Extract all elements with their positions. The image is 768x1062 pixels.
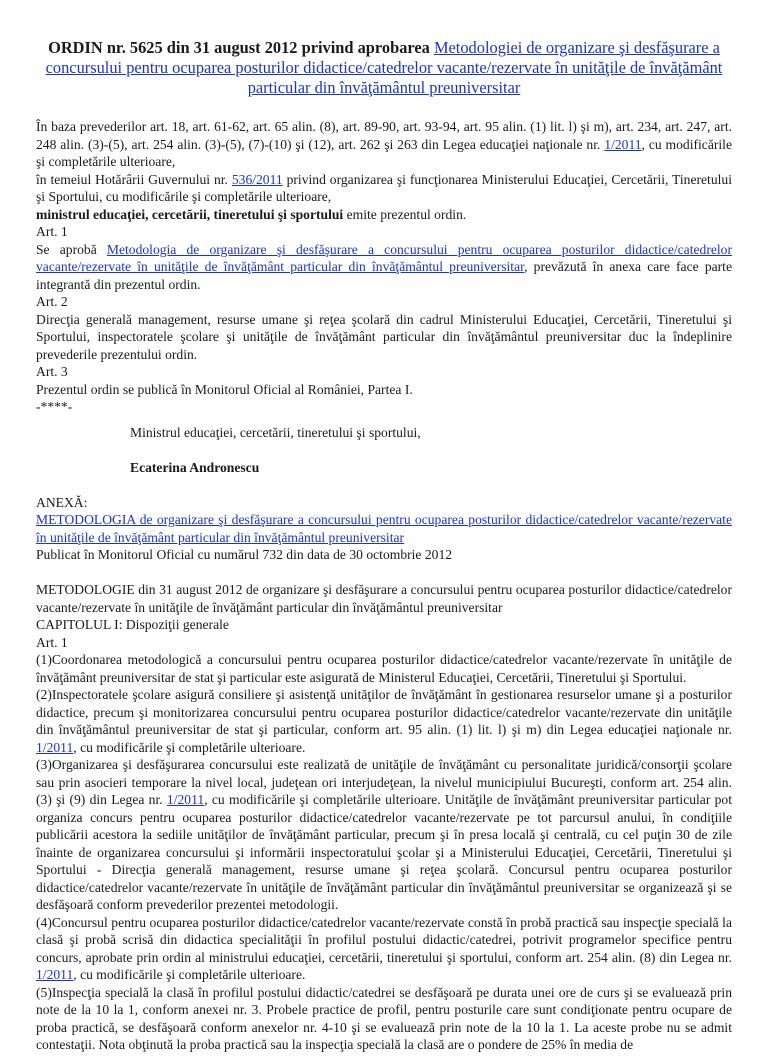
issuer-name: ministrul educaţiei, cercetării, tineretului şi sportului (36, 206, 344, 222)
chapter-heading: CAPITOLUL I: Dispoziţii generale (36, 617, 229, 632)
law-1-2011-link[interactable]: 1/2011 (166, 792, 205, 807)
paragraph-text: , cu modificările şi completările ulterioare. (73, 739, 306, 755)
preamble-text: emite prezentul ordin. (343, 206, 467, 222)
methodology-intro: METODOLOGIE din 31 august 2012 de organizare şi desfăşurare a concursului pentru ocuparea posturilor didactice/catedrelor vacante/rezervate în unităţile de învăţământ particular din învăţământul preuniversitar (36, 582, 732, 615)
spacer (36, 476, 732, 494)
paragraph-text: , cu modificările şi completările ulterioare. Unităţile de învăţământ preuniversitar particular pot organiza concurs pentru ocuparea posturilor didactice/catedrelor vacante/rezervate pe tot parcursul anului, în condiţiile publicării acestora la sediile unităţilor de învăţământ particular, precum şi în presa locală şi centrală, cu cel puţin 30 de zile înainte de organizarea concursului şi informării inspectoratului şcolar şi a Ministerului Educaţiei, Cercetării, Tineretului şi Sportului - Direcţia generală management, resurse umane şi reţea şcolară. Concursul pentru ocuparea posturilor didactice/catedrelor vacante/rezervate în unităţile de învăţământ particular din învăţământul preuniversitar se organizează şi se desfăşoară conform prevederilor prezentei metodologii. (36, 792, 733, 912)
spacer (36, 441, 732, 459)
preamble-paragraph-1 (36, 118, 732, 171)
order-title-text: ORDIN nr. 5625 din 31 august 2012 privind aprobarea (48, 38, 434, 57)
law-1-2011-link[interactable]: 1/2011 (36, 967, 74, 982)
paragraph-3 (36, 756, 732, 914)
article-1-heading: Art. 1 (36, 224, 68, 239)
paragraph-1: (1)Coordonarea metodologică a concursului pentru ocuparea posturilor didactice/catedrelor vacante/rezervate în unităţile de învăţământ preuniversitar de stat şi particular este asigurată de Ministerul Educaţiei, Cercetării, Tineretului şi Sportului. (36, 652, 732, 685)
article-3-text: Prezentul ordin se publică în Monitorul Oficial al României, Partea I. (36, 381, 413, 397)
preamble-paragraph-3 (36, 206, 732, 224)
methodology-article-1-heading: Art. 1 (36, 634, 68, 650)
law-1-2011-link[interactable]: 1/2011 (604, 136, 642, 152)
article-text: Se aprobă (36, 241, 107, 257)
order-title (40, 38, 728, 98)
law-1-2011-link[interactable]: 1/2011 (36, 739, 74, 755)
annex-label: ANEXĂ: (36, 494, 88, 510)
paragraph-2 (36, 686, 732, 756)
preamble-text: , cu modificările şi completările ulterioare, (36, 136, 732, 169)
order-title-link[interactable]: Metodologiei de organizare şi desfăşurare a concursului pentru ocuparea posturilor didactice/catedrelor vacante/rezervate în unităţile de învăţământ particular din învăţământul preuniversitar (45, 38, 723, 97)
article-2-text: Direcţia generală management, resurse umane şi reţea şcolară din cadrul Ministerului Educaţiei, Cercetării, Tineretului şi Sportului, inspectoratele şcolare şi unităţile de învăţământ particular din învăţământul preuniversitar duc la îndeplinire prevederile prezentului ordin. (36, 311, 732, 362)
preamble-text: În baza prevederilor art. 18, art. 61-62, art. 65 alin. (8), art. 89-90, art. 93-94, art. 95 alin. (1) lit. l) şi m), art. 234, art. 247, art. 248 alin. (3)-(5), art. 254 alin. (3)-(5), (7)-(10) şi (12), art. 262 şi 263 din Legea educaţiei naţionale nr. (36, 119, 732, 152)
document-page (0, 38, 768, 1062)
paragraph-text: , cu modificările şi completările ulterioare. (73, 967, 306, 982)
article-2-heading: Art. 2 (36, 294, 68, 309)
preamble-text: privind organizarea şi funcţionarea Ministerului Educaţiei, Cercetării, Tineretului şi Sportului, cu modificările şi completările ulterioare, (36, 171, 732, 204)
signer-role: Ministrul educaţiei, cercetării, tineretului şi sportului, (130, 424, 421, 440)
preamble-text: în temeiul Hotărârii Guvernului nr. (36, 171, 232, 187)
article-3-heading: Art. 3 (36, 364, 68, 379)
spacer (36, 416, 732, 424)
annex-link-paragraph (36, 511, 732, 546)
paragraph-4 (36, 914, 732, 984)
methodology-link[interactable]: Metodologia de organizare şi desfăşurare a concursului pentru ocuparea posturilor didactice/catedrelor vacante/rezervate în unităţile de învăţământ particular din învăţământul preuniversitar (36, 241, 732, 274)
paragraph-text: (3)Organizarea şi desfăşurarea concursului este realizată de unităţile de învăţământ cu personalitate juridică/consorţii şcolare sau prin asocieri temporare la nivel local, judeţean ori interjudeţean, la nivelul municipiului Bucureşti, conform art. 254 alin. (3) şi (9) din Legea nr. (36, 757, 732, 807)
signer-name: Ecaterina Andronescu (130, 459, 260, 475)
paragraph-text: (4)Concursul pentru ocuparea posturilor didactice/catedrelor vacante/rezervate constă în probă practică sau inspecţie specială la clasă şi probă scrisă din didactica specialităţii în profilul postului didactic/catedrei, potrivit programelor specifice pentru concurs, aprobate prin ordin al ministrului educaţiei, cercetării, tineretului şi sportului, conform art. 254 alin. (8) din Legea nr. (36, 914, 732, 965)
paragraph-text: (2)Inspectoratele şcolare asigură consiliere şi asistenţă unităţilor de învăţământ în gestionarea resurselor umane şi a posturilor didactice, precum şi monitorizarea concursului pentru ocuparea posturilor didactice/catedrelor vacante/rezervate din unităţile din învăţământul preuniversitar de stat şi particular, conform art. 95 alin. (1) lit. l) şi m) din Legea educaţiei naţionale nr. (36, 687, 732, 737)
spacer (36, 564, 732, 582)
annex-methodology-link[interactable]: METODOLOGIA de organizare şi desfăşurare a concursului pentru ocuparea posturilor didactice/catedrelor vacante/rezervate în unităţile de învăţământ particular din învăţământul preuniversitar (36, 512, 732, 545)
document-body (36, 118, 732, 1054)
article-text: , prevăzută în anexa care face parte integrantă din prezentul ordin. (36, 259, 732, 292)
paragraph-5: (5)Inspecţia specială la clasă în profilul postului didactic/catedrei se desfăşoară pe durata unei ore de curs şi se evaluează prin note de la 10 la 1, conform anexei nr. 3. Probele practice de profil, pentru posturile care sunt condiţionate pentru ocupare de proba practică, se desfăşoară conform anexelor nr. 4-10 şi se evaluează prin note de la 10 la 1. La aceste probe nu se admit contestaţii. Nota obţinută la proba practică sau la inspecţia specială la clasă are o pondere de 25% în media de (36, 984, 732, 1052)
article-1-text (36, 241, 732, 294)
preamble-paragraph-2 (36, 171, 732, 206)
separator: -****- (36, 399, 73, 414)
publication-note: Publicat în Monitorul Oficial cu numărul 732 din data de 30 octombrie 2012 (36, 547, 453, 562)
hg-536-2011-link[interactable]: 536/2011 (231, 171, 283, 187)
